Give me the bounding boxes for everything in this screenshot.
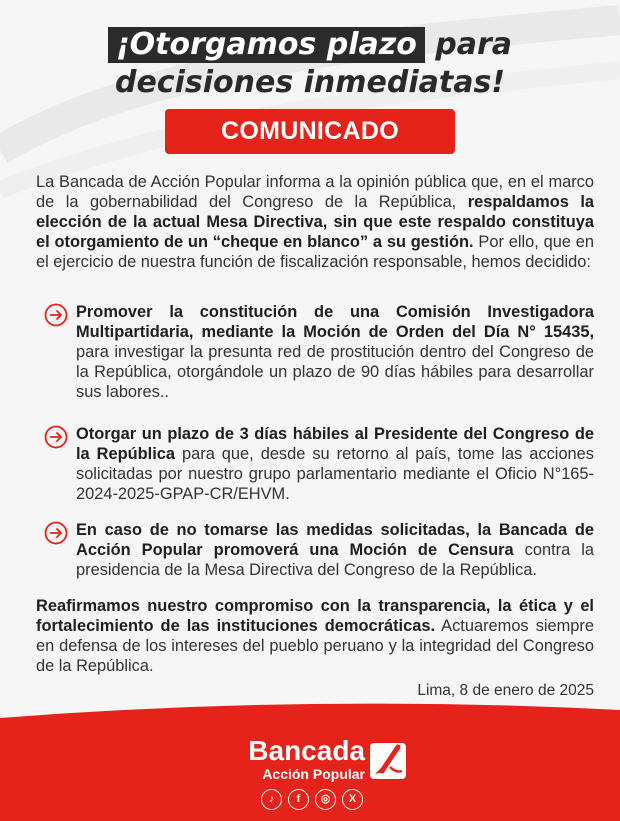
date-line: Lima, 8 de enero de 2025: [417, 682, 594, 699]
item-text: para que, desde su retorno al país, tome las acciones solicitadas por nuestro grupo parlamentario mediante el Oficio N°165-2024-2025-GPAP-CR/EHVM.: [76, 445, 594, 503]
item-bold-text: Otorgar un plazo de 3 días hábiles al Presidente del Congreso de la República: [76, 425, 594, 463]
headline-line1: [108, 26, 512, 64]
headline-line2: decisiones inmediatas!: [114, 65, 505, 100]
headline-highlight: ¡Otorgamos plazo: [108, 27, 425, 63]
closing-text: Actuaremos siempre en defensa de los intereses del pueblo peruano y la integridad del Congreso de la República.: [36, 617, 594, 675]
x-icon[interactable]: X: [342, 789, 363, 810]
tiktok-icon[interactable]: ♪: [261, 789, 282, 810]
list-item: [36, 424, 594, 520]
comunicado-banner: COMUNICADO: [165, 109, 455, 154]
facebook-icon[interactable]: f: [288, 789, 309, 810]
closing-paragraph: [36, 596, 594, 676]
arrow-circle-icon: [44, 521, 68, 545]
instagram-icon[interactable]: ◎: [315, 789, 336, 810]
logo-subtitle: Acción Popular: [262, 766, 365, 782]
intro-text: La Bancada de Acción Popular informa a la opinión pública que, en el marco de la gobernabilidad del Congreso de la República,: [36, 173, 594, 211]
headline: [0, 26, 620, 102]
bancada-logo-text: [215, 736, 365, 782]
logo-title: Bancada: [248, 735, 365, 766]
intro-text-end: Por ello, que en el ejercicio de nuestra función de fiscalización responsable, hemos decidido:: [36, 233, 594, 271]
accion-popular-logo-icon: [368, 741, 408, 781]
arrow-circle-icon: [44, 425, 68, 449]
arrow-circle-icon: [44, 303, 68, 327]
headline-line1-rest: para: [424, 27, 513, 62]
intro-bold-text: respaldamos la elección de la actual Mesa Directiva, sin que este respaldo constituya el otorgamiento de un “cheque en blanco” a su gestión.: [36, 193, 594, 251]
list-item: [36, 520, 594, 590]
list-item: [36, 302, 594, 424]
decision-list: [36, 302, 594, 590]
closing-bold-text: Reafirmamos nuestro compromiso con la transparencia, la ética y el fortalecimiento de las instituciones democráticas.: [36, 597, 594, 635]
social-links: [261, 789, 363, 810]
item-bold-text: Promover la constitución de una Comisión Investigadora Multipartidaria, mediante la Moción de Orden del Día N° 15435,: [76, 303, 594, 341]
item-text: contra la presidencia de la Mesa Directiva del Congreso de la República.: [76, 541, 594, 579]
item-text: para investigar la presunta red de prostitución dentro del Congreso de la República, otorgándole un plazo de 90 días hábiles para desarrollar sus labores..: [76, 343, 594, 401]
intro-paragraph: [36, 172, 594, 272]
item-bold-text: En caso de no tomarse las medidas solicitadas, la Bancada de Acción Popular promoverá una Moción de Censura: [76, 521, 594, 559]
